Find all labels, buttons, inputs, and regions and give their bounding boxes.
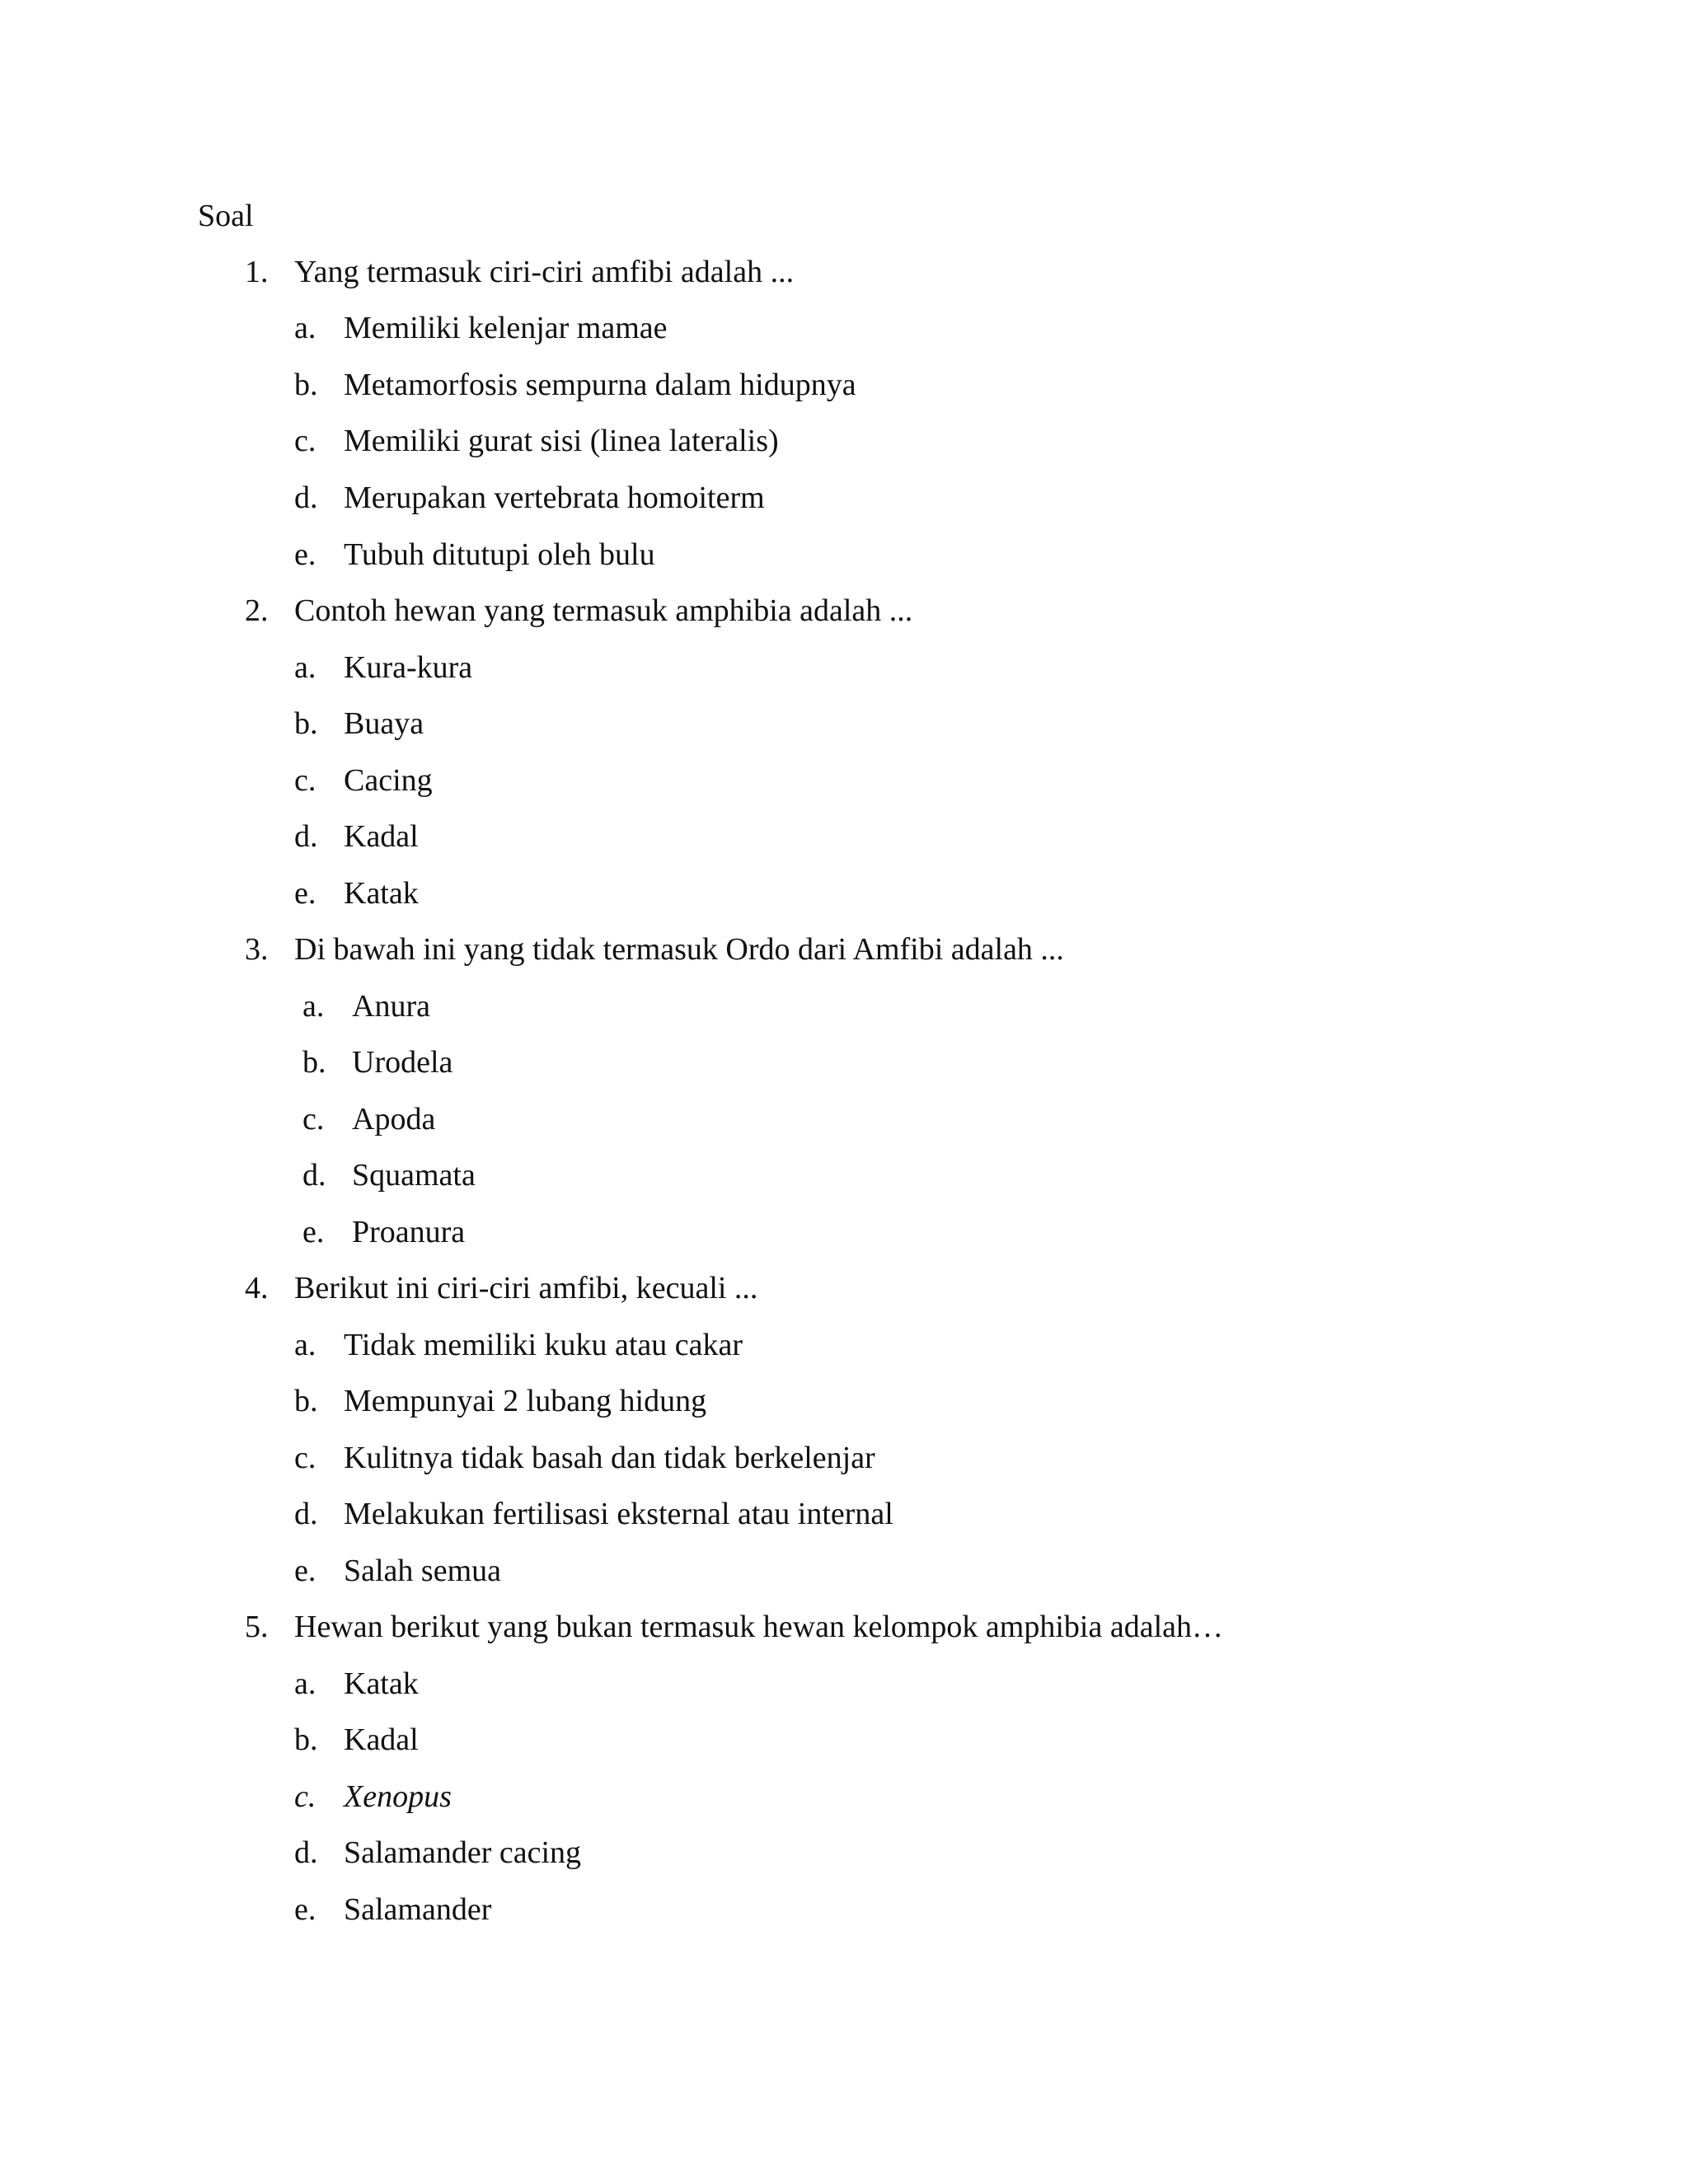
option-text: Tubuh ditutupi oleh bulu [344, 537, 655, 572]
option-text: Kadal [344, 819, 419, 854]
option-text: Metamorfosis sempurna dalam hidupnya [344, 368, 856, 402]
option-text: Proanura [352, 1215, 466, 1249]
option-text: Kulitnya tidak basah dan tidak berkelenjar [344, 1441, 875, 1475]
option-text: Merupakan vertebrata homoiterm [344, 480, 765, 515]
option-letter: a. [294, 311, 316, 345]
page-title: Soal [198, 199, 254, 233]
option-text: Memiliki gurat sisi (linea lateralis) [344, 424, 779, 458]
option-letter: e. [302, 1215, 325, 1249]
option-letter: d. [294, 1835, 318, 1870]
option-text: Salamander cacing [344, 1835, 582, 1870]
option-text: Tidak memiliki kuku atau cakar [344, 1328, 743, 1362]
option-letter: b. [294, 1722, 318, 1757]
option-text: Katak [344, 876, 419, 911]
question-number: 2. [245, 593, 269, 628]
option-text: Memiliki kelenjar mamae [344, 311, 668, 345]
question-number: 1. [245, 255, 269, 289]
option-letter: e. [294, 537, 316, 572]
option-letter: c. [294, 424, 316, 458]
question-text: Berikut ini ciri-ciri amfibi, kecuali ... [294, 1271, 758, 1305]
option-letter: d. [294, 480, 318, 515]
option-letter: c. [294, 1441, 316, 1475]
option-text: Mempunyai 2 lubang hidung [344, 1384, 707, 1418]
option-text: Xenopus [344, 1779, 452, 1814]
option-letter: e. [294, 876, 316, 911]
option-letter: e. [294, 1554, 316, 1588]
option-text: Salah semua [344, 1554, 502, 1588]
option-text: Melakukan fertilisasi eksternal atau internal [344, 1497, 893, 1531]
option-letter: e. [294, 1892, 316, 1927]
option-letter: b. [294, 706, 318, 741]
question-text: Di bawah ini yang tidak termasuk Ordo dari Amfibi adalah ... [294, 932, 1064, 967]
option-text: Katak [344, 1666, 419, 1701]
option-letter: d. [294, 819, 318, 854]
question-text: Yang termasuk ciri-ciri amfibi adalah ... [294, 255, 795, 289]
option-text: Anura [352, 989, 430, 1024]
option-text: Buaya [344, 706, 424, 741]
option-letter: b. [302, 1045, 326, 1080]
option-letter: c. [294, 1779, 316, 1814]
option-letter: c. [302, 1102, 325, 1137]
option-text: Squamata [352, 1158, 476, 1193]
option-letter: a. [294, 1328, 316, 1362]
question-text: Contoh hewan yang termasuk amphibia adalah ... [294, 593, 913, 628]
option-letter: c. [294, 763, 316, 798]
question-number: 4. [245, 1271, 269, 1305]
option-letter: a. [294, 650, 316, 685]
option-letter: b. [294, 368, 318, 402]
question-number: 3. [245, 932, 269, 967]
option-letter: a. [302, 989, 325, 1024]
option-text: Salamander [344, 1892, 492, 1927]
option-text: Cacing [344, 763, 433, 798]
option-letter: d. [302, 1158, 326, 1193]
option-letter: b. [294, 1384, 318, 1418]
question-text: Hewan berikut yang bukan termasuk hewan kelompok amphibia adalah… [294, 1610, 1223, 1644]
option-text: Urodela [352, 1045, 453, 1080]
option-text: Kura-kura [344, 650, 473, 685]
question-number: 5. [245, 1610, 269, 1644]
option-text: Kadal [344, 1722, 419, 1757]
option-letter: d. [294, 1497, 318, 1531]
option-letter: a. [294, 1666, 316, 1701]
option-text: Apoda [352, 1102, 436, 1137]
